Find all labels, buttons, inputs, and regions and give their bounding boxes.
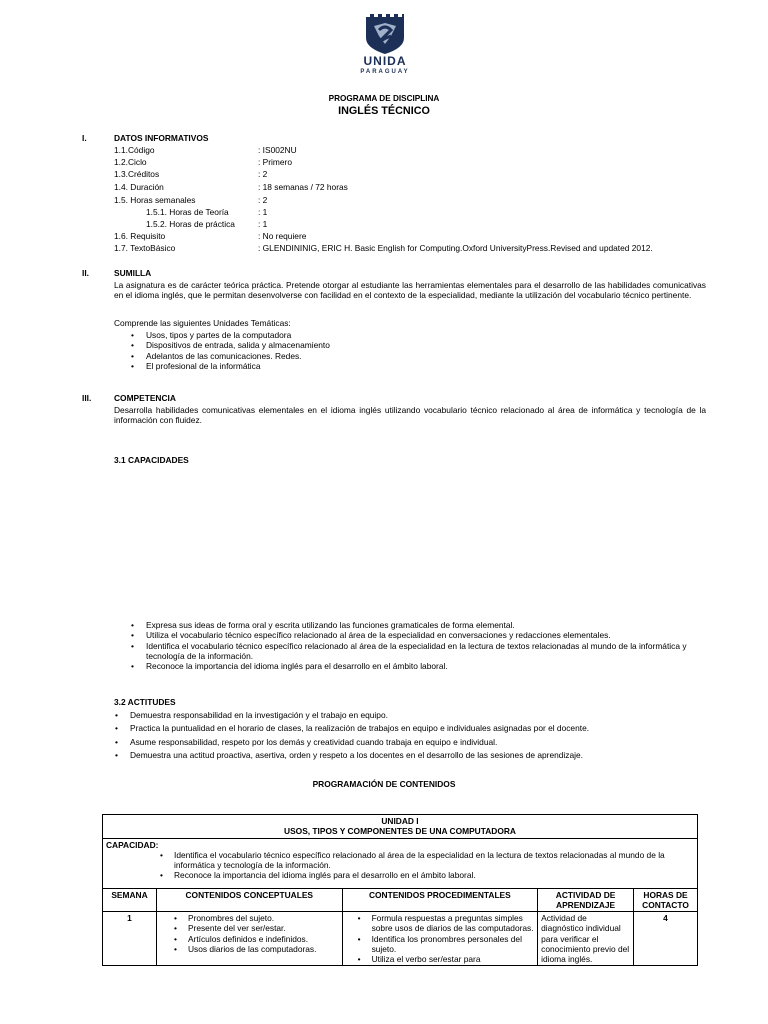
- info-label: 1.3.Créditos: [114, 169, 160, 179]
- course-title: INGLÉS TÉCNICO: [338, 105, 430, 117]
- list-item: • Reconoce la importancia del idioma inglés para el desarrollo en el ámbito laboral.: [128, 661, 688, 671]
- list-item: • El profesional de la informática: [128, 361, 688, 371]
- info-value: : 18 semanas / 72 horas: [258, 182, 348, 192]
- list-item: • Presente del ver ser/estar.: [172, 923, 339, 933]
- list-item: • Identifica los pronombres personales del sujeto.: [356, 934, 535, 955]
- list-item: • Demuestra una actitud proactiva, asertiva, orden y respeto a los docentes en el desarrollo de las sesiones de aprendizaje.: [112, 750, 702, 760]
- list-item: • Pronombres del sujeto.: [172, 913, 339, 923]
- horas-cell: 4: [634, 912, 698, 966]
- sumilla-paragraph: La asignatura es de carácter teórica práctica. Pretende otorgar al estudiante las herramientas elementales para el desarrollo de las habilidades comunicativas en el idioma inglés, que le permitan desenvolverse con facilidad en el contexto de la especialidad, mediante la utilización del vocabulario técnico pertinente.: [114, 280, 706, 301]
- list-item: • Utiliza el vocabulario técnico específico relacionado al área de la especialidad en conversaciones y redacciones elementales.: [128, 630, 688, 640]
- actitudes-title: 3.2 ACTITUDES: [114, 697, 176, 707]
- programacion-title: PROGRAMACIÓN DE CONTENIDOS: [312, 779, 456, 789]
- info-value: : IS002NU: [258, 145, 297, 155]
- unida-logo: [344, 14, 426, 82]
- info-label: 1.5. Horas semanales: [114, 195, 196, 205]
- logo-country: PARAGUAY: [360, 69, 410, 75]
- procedimentales-list: [346, 913, 535, 964]
- table-row: [103, 912, 698, 966]
- section-3-number: III.: [82, 393, 92, 403]
- info-label: 1.4. Duración: [114, 182, 164, 192]
- header-actividad: ACTIVIDAD DE APRENDIZAJE: [538, 888, 634, 912]
- list-item: • Formula respuestas a preguntas simples sobre usos de diarios de las computadoras.: [356, 913, 535, 934]
- logo-name: UNIDA: [363, 54, 407, 68]
- info-value: : GLENDININIG, ERIC H. Basic English for Computing.Oxford UniversityPress.Revised and updated 2012.: [258, 243, 653, 253]
- info-label: 1.2.Ciclo: [114, 157, 147, 167]
- unida-shield-icon: [344, 14, 426, 54]
- table-row: [103, 815, 698, 839]
- capacidad-label: CAPACIDAD:: [106, 839, 159, 850]
- list-item: • Identifica el vocabulario técnico específico relacionado al área de la especialidad en la lectura de textos relacionadas al mundo de la informática y tecnología de la información.: [158, 850, 674, 871]
- section-1-number: I.: [82, 133, 87, 143]
- list-item: • Utiliza el verbo ser/estar para: [356, 954, 535, 964]
- unit-name: USOS, TIPOS Y COMPONENTES DE UNA COMPUTADORA: [284, 826, 516, 837]
- list-item: • Reconoce la importancia del idioma inglés para el desarrollo en el ámbito laboral.: [158, 870, 674, 880]
- info-value: : 2: [258, 169, 268, 179]
- info-value: : 1: [258, 207, 268, 217]
- list-item: • Artículos definidos e indefinidos.: [172, 934, 339, 944]
- competencia-paragraph: Desarrolla habilidades comunicativas elementales en el idioma inglés utilizando vocabulario técnico relacionado al área de informática y tecnología de la información con fluidez.: [114, 405, 706, 426]
- unit-header-cell: [103, 815, 698, 839]
- info-label: 1.7. TextoBásico: [114, 243, 176, 253]
- capacidades-list: [128, 620, 688, 671]
- program-label: PROGRAMA DE DISCIPLINA: [328, 94, 440, 103]
- list-item: • Adelantos de las comunicaciones. Redes.: [128, 351, 688, 361]
- section-2-number: II.: [82, 268, 89, 278]
- info-label: 1.5.1. Horas de Teoría: [146, 207, 229, 217]
- info-value: : Primero: [258, 157, 292, 167]
- procedimentales-cell: [342, 912, 538, 966]
- section-3-title: COMPETENCIA: [114, 393, 176, 403]
- section-2-title: SUMILLA: [114, 268, 152, 278]
- info-label: 1.1.Código: [114, 145, 155, 155]
- unit-label: UNIDAD I: [381, 816, 419, 826]
- table-row: [103, 838, 698, 888]
- conceptuales-list: [160, 913, 339, 954]
- list-item: • Dispositivos de entrada, salida y almacenamiento: [128, 340, 688, 350]
- sumilla-intro: Comprende las siguientes Unidades Temáticas:: [114, 318, 291, 328]
- info-label: 1.6. Requisito: [114, 231, 166, 241]
- list-item: • Usos, tipos y partes de la computadora: [128, 330, 688, 340]
- info-value: : No requiere: [258, 231, 307, 241]
- info-value: : 2: [258, 195, 268, 205]
- list-item: • Practica la puntualidad en el horario de clases, la realización de trabajos en equipo e individuales asignadas por el docente.: [112, 723, 702, 733]
- list-item: • Usos diarios de las computadoras.: [172, 944, 339, 954]
- list-item: • Demuestra responsabilidad en la investigación y el trabajo en equipo.: [112, 710, 702, 720]
- actividad-cell: Actividad de diagnóstico individual para verificar el conocimiento previo del idioma inglés.: [538, 912, 634, 966]
- header-semana: SEMANA: [103, 888, 157, 912]
- unit-table: [102, 814, 698, 966]
- capacidad-list: [106, 850, 694, 881]
- unit-topics-list: [128, 330, 688, 371]
- list-item: • Asume responsabilidad, respeto por los demás y creatividad cuando trabaja en equipo e individual.: [112, 737, 702, 747]
- table-header-row: [103, 888, 698, 912]
- actitudes-list: [112, 710, 702, 760]
- conceptuales-cell: [156, 912, 342, 966]
- capacidades-title: 3.1 CAPACIDADES: [114, 455, 189, 465]
- header-procedimentales: CONTENIDOS PROCEDIMENTALES: [342, 888, 538, 912]
- info-label: 1.5.2. Horas de práctica: [146, 219, 235, 229]
- semana-cell: 1: [103, 912, 157, 966]
- section-1-title: DATOS INFORMATIVOS: [114, 133, 209, 143]
- info-value: : 1: [258, 219, 268, 229]
- capacidad-cell: [103, 838, 698, 888]
- list-item: • Expresa sus ideas de forma oral y escrita utilizando las funciones gramaticales de forma elemental.: [128, 620, 688, 630]
- list-item: • Identifica el vocabulario técnico específico relacionado al área de la especialidad en la lectura de textos relacionadas al mundo de la informática y tecnología de la información.: [128, 641, 688, 662]
- header-conceptuales: CONTENIDOS CONCEPTUALES: [156, 888, 342, 912]
- header-horas: HORAS DE CONTACTO: [634, 888, 698, 912]
